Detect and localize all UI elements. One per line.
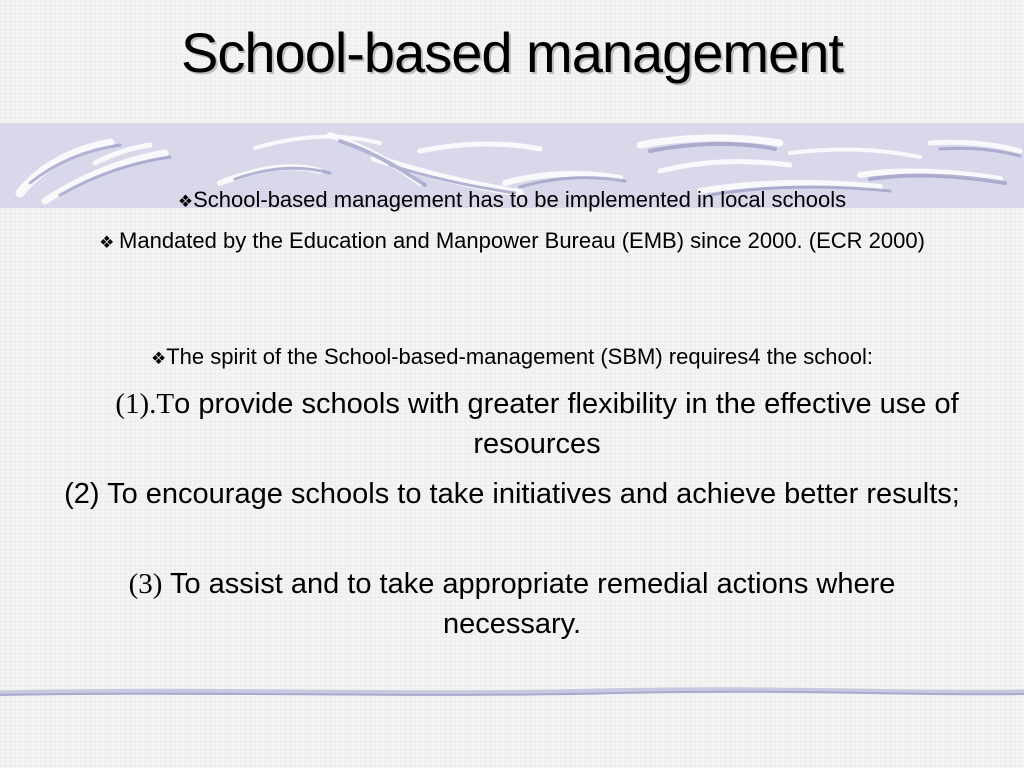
bullet-3 [30, 342, 994, 374]
diamond-bullet-icon: ❖ [177, 192, 194, 211]
item-3 [30, 564, 994, 644]
item-1 [30, 384, 994, 464]
bullet-2 [30, 226, 994, 258]
bullet-2-text: Mandated by the Education and Manpower Bureau (EMB) since 2000. (ECR 2000) [119, 228, 925, 253]
item-1-text: o provide schools with greater flexibility in the effective use of resources [174, 388, 959, 460]
bullet-3-text: The spirit of the School-based-management (SBM) requires4 the school: [166, 344, 874, 369]
item-1-number: (1).T [115, 388, 175, 420]
bullet-1 [30, 185, 994, 217]
diamond-bullet-icon: ❖ [150, 349, 167, 368]
bottom-divider [0, 684, 1024, 704]
item-2 [20, 474, 1004, 514]
item-3-text: To assist and to take appropriate remedial actions where necessary. [162, 568, 896, 640]
bullet-1-text: School-based management has to be implemented in local schools [193, 187, 847, 212]
item-3-number: (3) [128, 568, 163, 600]
diamond-bullet-icon: ❖ [99, 233, 120, 252]
item-2-text: To encourage schools to take initiatives and achieve better results; [99, 478, 960, 510]
item-2-number: (2) [64, 478, 100, 510]
slide-title: School-based management [181, 21, 843, 84]
